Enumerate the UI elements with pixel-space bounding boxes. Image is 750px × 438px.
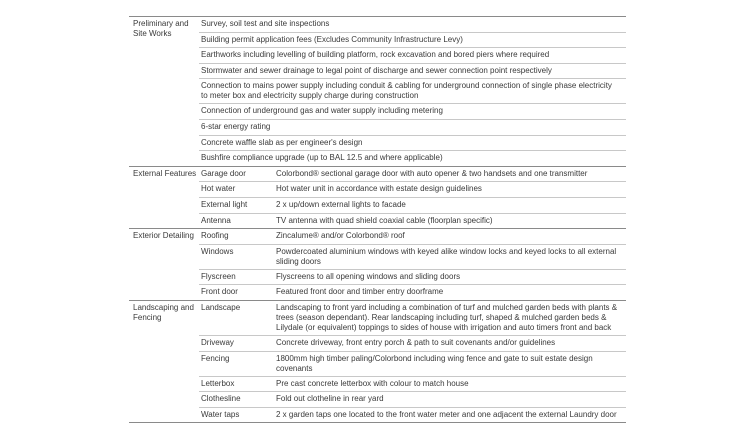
row-description: Flyscreens to all opening windows and sliding doors <box>276 271 461 281</box>
table-row <box>199 229 626 245</box>
row-description: 2 x garden taps one located to the front water meter and one adjacent the external Laundry door <box>276 409 617 419</box>
row-label: Hot water <box>201 184 236 194</box>
row-description: Building permit application fees (Excludes Community Infrastructure Levy) <box>201 34 463 44</box>
row-label: Water taps <box>201 409 240 419</box>
row-label: Antenna <box>201 215 231 225</box>
table-row <box>199 17 626 33</box>
section-rows <box>199 167 626 228</box>
row-description: Landscaping to front yard including a combination of turf and mulched garden beds with plants & trees (season dependant). Rear landscaping including turf, shaped & mulched garden beds & Lilydale (or equivalent) toppings to sides of house with irrigation and auto timers front and back <box>276 302 618 332</box>
row-description: Stormwater and sewer drainage to legal point of discharge and sewer connection point respectively <box>201 65 552 75</box>
table-row <box>199 408 626 423</box>
table-row <box>199 270 626 286</box>
row-description: 2 x up/down external lights to facade <box>276 199 406 209</box>
section-title: External Features <box>133 168 197 178</box>
row-label: Fencing <box>201 353 230 363</box>
table-row <box>199 79 626 104</box>
row-description: Featured front door and timber entry doorframe <box>276 287 444 297</box>
table-row <box>199 182 626 198</box>
row-description: Survey, soil test and site inspections <box>201 19 330 28</box>
row-label: Garage door <box>201 168 246 178</box>
table-row <box>199 377 626 393</box>
table-row <box>199 33 626 49</box>
row-label: Roofing <box>201 231 229 241</box>
row-description: Concrete driveway, front entry porch & path to suit covenants and/or guidelines <box>276 337 556 347</box>
row-description: TV antenna with quad shield coaxial cable (floorplan specific) <box>276 215 493 225</box>
row-description: Earthworks including levelling of building platform, rock excavation and bored piers where required <box>201 50 550 60</box>
table-row <box>199 198 626 214</box>
table-row <box>199 136 626 152</box>
table-row <box>199 285 626 300</box>
table-row <box>199 64 626 80</box>
section-rows <box>199 229 626 300</box>
row-description: 6-star energy rating <box>201 121 271 131</box>
row-label: Letterbox <box>201 378 235 388</box>
section-exterior-detailing <box>129 229 626 301</box>
row-description: Powdercoated aluminium windows with keyed alike window locks and keyed locks to all external sliding doors <box>276 246 617 266</box>
section-title: Exterior Detailing <box>133 231 194 241</box>
row-description: Concrete waffle slab as per engineer's design <box>201 137 363 147</box>
section-preliminary-site-works <box>129 17 626 167</box>
row-label: Front door <box>201 287 238 297</box>
table-row <box>199 151 626 166</box>
table-row <box>199 301 626 336</box>
row-label: Windows <box>201 246 234 256</box>
section-title: Landscaping and Fencing <box>133 302 194 322</box>
row-description: Connection of underground gas and water supply including metering <box>201 106 443 116</box>
inclusions-table <box>129 16 626 423</box>
table-row <box>199 104 626 120</box>
row-label: Clothesline <box>201 394 241 404</box>
table-row <box>199 245 626 270</box>
table-row <box>199 120 626 136</box>
row-description: Connection to mains power supply including conduit & cabling for underground connection of single phase electricity to meter box and electricity supply charge during construction <box>201 81 612 101</box>
row-description: Pre cast concrete letterbox with colour to match house <box>276 378 469 388</box>
row-label: Flyscreen <box>201 271 236 281</box>
table-row <box>199 167 626 183</box>
row-description: Hot water unit in accordance with estate design guidelines <box>276 184 482 194</box>
table-row <box>199 214 626 229</box>
row-label: Driveway <box>201 337 234 347</box>
section-title: Preliminary and Site Works <box>133 19 189 38</box>
section-landscaping-fencing <box>129 301 626 423</box>
table-row <box>199 392 626 408</box>
table-row <box>199 48 626 64</box>
section-external-features <box>129 167 626 229</box>
section-rows <box>199 17 626 166</box>
row-label: Landscape <box>201 302 241 312</box>
row-description: 1800mm high timber paling/Colorbond including wing fence and gate to suit estate design covenants <box>276 353 593 373</box>
row-description: Bushfire compliance upgrade (up to BAL 12.5 and where applicable) <box>201 153 443 163</box>
row-description: Colorbond® sectional garage door with auto opener & two handsets and one transmitter <box>276 168 588 178</box>
section-rows <box>199 301 626 422</box>
row-description: Fold out clotheline in rear yard <box>276 394 384 404</box>
table-row <box>199 352 626 377</box>
row-description: Zincalume® and/or Colorbond® roof <box>276 231 405 241</box>
row-label: External light <box>201 199 248 209</box>
table-row <box>199 336 626 352</box>
